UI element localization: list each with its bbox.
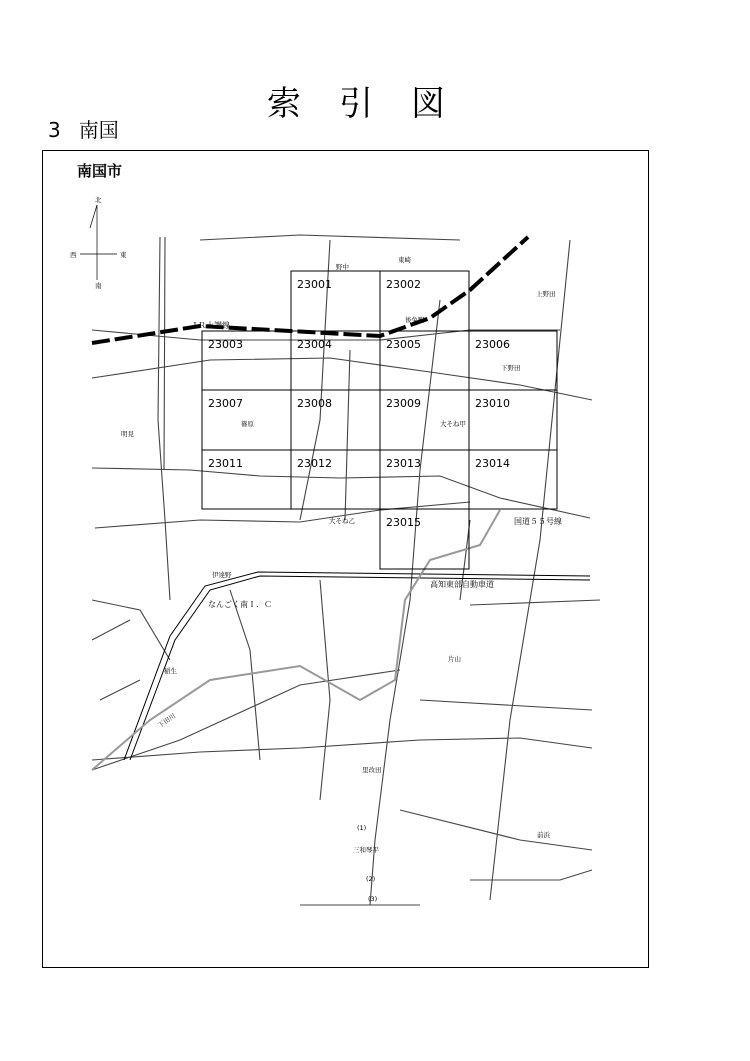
place-shimodagawa: 下田川	[156, 711, 178, 730]
place-maehama: 前浜	[537, 831, 550, 839]
place-eiwa: 里改田	[362, 766, 382, 774]
grid-cell-labels	[208, 278, 510, 529]
grid-cell-label-23014: 23014	[475, 457, 510, 470]
section-number: 3	[48, 118, 61, 142]
place-two: (2)	[366, 875, 376, 883]
grid-cell-label-23004: 23004	[297, 338, 332, 351]
place-three: (3)	[368, 895, 378, 903]
grid-cell-label-23008: 23008	[297, 397, 332, 410]
grid-cell-label-23010: 23010	[475, 397, 510, 410]
index-grid	[202, 271, 557, 569]
grid-cell-label-23007: 23007	[208, 397, 243, 410]
grid-cell-label-23001: 23001	[297, 278, 332, 291]
section-name: 南国	[78, 118, 119, 142]
compass-north: 北	[95, 196, 102, 204]
grid-cell-label-23009: 23009	[386, 397, 421, 410]
place-expressway: 高知東部自動車道	[430, 580, 494, 589]
place-osone-ko: 大そね甲	[440, 420, 466, 428]
place-osone-otsu: 大そね乙	[329, 517, 355, 525]
place-gomen-station: 後免駅	[405, 316, 425, 324]
grid-cell-label-23002: 23002	[386, 278, 421, 291]
city-label: 南国市	[77, 162, 123, 180]
compass-icon	[80, 205, 117, 280]
river-line	[92, 510, 500, 770]
place-katayama: 片山	[448, 655, 461, 663]
place-mitsuwa: 三和琴平	[353, 846, 379, 854]
place-shinohara: 篠原	[241, 420, 254, 428]
place-shimonoda: 下野田	[501, 364, 521, 372]
place-jr-line: ＪＲ土讃線	[190, 321, 230, 330]
compass-south: 南	[95, 282, 102, 290]
grid-cell-label-23011: 23011	[208, 457, 243, 470]
place-higashizaki: 東崎	[398, 256, 411, 264]
place-route55: 国道５５号線	[514, 517, 562, 526]
place-iyokino: 伊達野	[212, 571, 232, 579]
grid-cell-label-23012: 23012	[297, 457, 332, 470]
page-title: 索引図	[267, 84, 483, 124]
expressway-line	[124, 572, 590, 760]
place-one: (1)	[357, 824, 367, 832]
compass-west: 西	[70, 251, 77, 259]
grid-cell-label-23005: 23005	[386, 338, 421, 351]
place-kamiseda: 上野田	[536, 290, 556, 298]
place-tokou: 稲生	[164, 667, 177, 675]
place-myoken: 明見	[121, 430, 134, 438]
grid-cell-label-23003: 23003	[208, 338, 243, 351]
grid-cell-label-23013: 23013	[386, 457, 421, 470]
grid-cell-label-23006: 23006	[475, 338, 510, 351]
place-nonaka: 野中	[336, 263, 349, 271]
place-nankoku-ic: なんごく南Ｉ．Ｃ	[208, 600, 272, 609]
grid-cell-label-23015: 23015	[386, 516, 421, 529]
compass-east: 東	[120, 251, 127, 259]
